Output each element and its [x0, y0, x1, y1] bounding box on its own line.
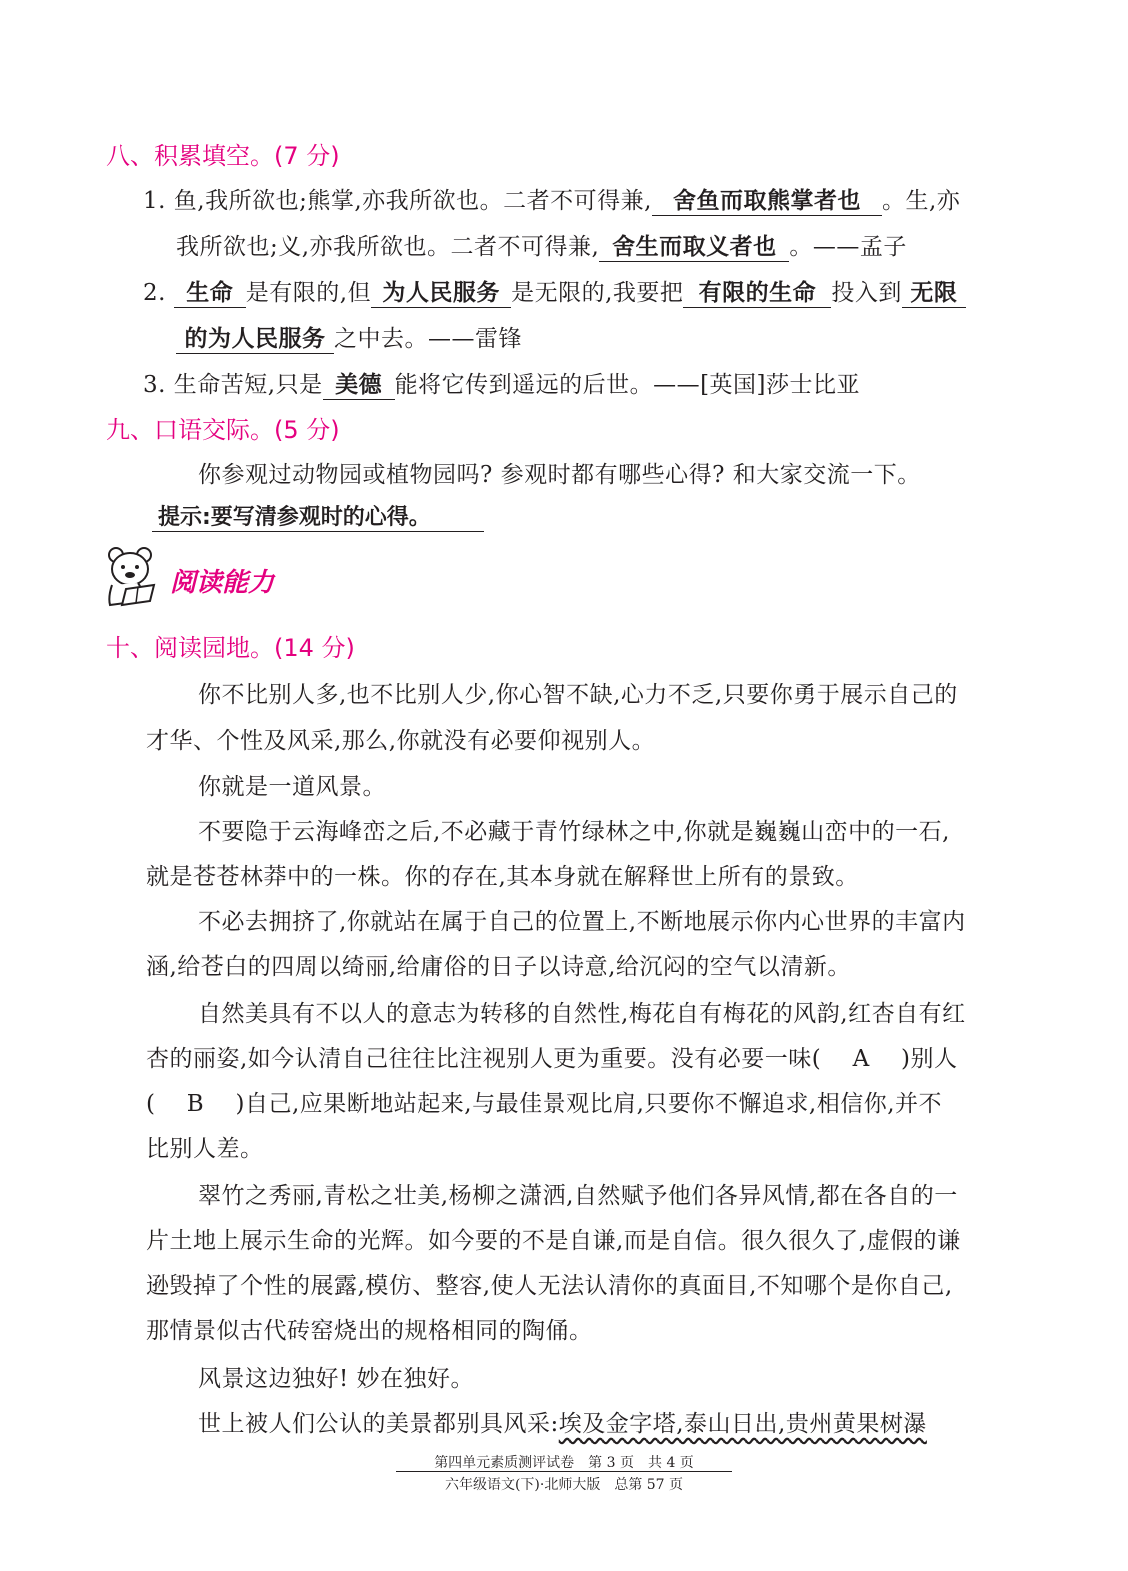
- passage-text: 世上被人们公认的美景都别具风采:: [198, 1411, 559, 1437]
- passage-line: 才华、个性及风采,那么,你就没有必要仰视别人。: [146, 728, 656, 754]
- question-text: 之中去。——雷锋: [334, 326, 522, 352]
- footer-line-2: 六年级语文(下)·北师大版 总第 57 页: [444, 1477, 684, 1493]
- question-number: 2.: [143, 280, 166, 306]
- answer-blank: 舍生而取义者也: [599, 228, 789, 262]
- bear-reading-icon: [104, 545, 164, 607]
- passage-line: 那情景似古代砖窑烧出的规格相同的陶俑。: [146, 1318, 593, 1344]
- passage-line: 片土地上展示生命的光辉。如今要的不是自谦,而是自信。很久很久了,虚假的谦: [146, 1228, 961, 1254]
- question-1-line2: [176, 228, 907, 262]
- question-text: 我所欲也;义,亦我所欲也。二者不可得兼,: [176, 234, 600, 260]
- speaking-prompt: 你参观过动物园或植物园吗? 参观时都有哪些心得? 和大家交流一下。: [198, 462, 921, 488]
- section-9-title: 九、口语交际。(5 分): [106, 416, 340, 444]
- passage-line: 就是苍苍林莽中的一株。你的存在,其本身就在解释世上所有的景致。: [146, 864, 859, 890]
- question-text: 是无限的,我要把: [511, 280, 684, 306]
- question-text: 生命苦短,只是: [173, 372, 323, 398]
- passage-line: 风景这边独好! 妙在独好。: [198, 1366, 475, 1392]
- question-text: 。生,亦: [881, 188, 961, 214]
- answer-blank: 为人民服务: [371, 274, 511, 308]
- wavy-underlined-text: 埃及金字塔,泰山日出,贵州黄果树瀑: [558, 1411, 927, 1437]
- question-number: 3.: [143, 372, 166, 398]
- answer-blank: 美德: [323, 366, 395, 400]
- section-8-title: 八、积累填空。(7 分): [106, 142, 340, 170]
- question-text: 鱼,我所欲也;熊掌,亦我所欲也。二者不可得兼,: [173, 188, 652, 214]
- answer-blank: 有限的生命: [683, 274, 831, 308]
- passage-line: [198, 1405, 927, 1438]
- answer-blank: 舍鱼而取熊掌者也: [652, 182, 882, 216]
- question-number: 1.: [143, 188, 166, 214]
- passage-line: 你就是一道风景。: [198, 774, 386, 800]
- answer-blank: 的为人民服务: [176, 320, 334, 354]
- passage-line: 逊毁掉了个性的展露,模仿、整容,使人无法认清你的真面目,不知哪个是你自己,: [146, 1273, 953, 1299]
- question-2-line2: [176, 320, 522, 354]
- reading-section-banner: 阅读能力: [170, 568, 275, 598]
- footer-line-1: 第四单元素质测评试卷 第 3 页 共 4 页: [434, 1455, 694, 1471]
- footer-divider: [396, 1471, 732, 1472]
- passage-line: 比别人差。: [146, 1136, 264, 1162]
- question-1-line1: [143, 182, 960, 216]
- question-3: [143, 366, 860, 400]
- answer-blank: 无限: [902, 274, 966, 308]
- passage-line: ( B )自己,应果断地站起来,与最佳景观比肩,只要你不懈追求,相信你,并不: [146, 1091, 943, 1117]
- section-10-title: 十、阅读园地。(14 分): [106, 634, 355, 662]
- question-2-line1: [143, 274, 966, 308]
- passage-line: 涵,给苍白的四周以绮丽,给庸俗的日子以诗意,给沉闷的空气以清新。: [146, 954, 851, 980]
- passage-line: 不要隐于云海峰峦之后,不必藏于青竹绿林之中,你就是巍巍山峦中的一石,: [198, 819, 950, 845]
- passage-line: 翠竹之秀丽,青松之壮美,杨柳之潇洒,自然赋予他们各异风情,都在各自的一: [198, 1183, 958, 1209]
- question-text: 投入到: [831, 280, 902, 306]
- question-text: 能将它传到遥远的后世。——[英国]莎士比亚: [394, 372, 861, 398]
- passage-line: 自然美具有不以人的意志为转移的自然性,梅花自有梅花的风韵,红杏自有红: [198, 1001, 966, 1027]
- question-text: 。——孟子: [789, 234, 907, 260]
- passage-line: 你不比别人多,也不比别人少,你心智不缺,心力不乏,只要你勇于展示自己的: [198, 682, 958, 708]
- passage-line: 杏的丽姿,如今认清自己往往比注视别人更为重要。没有必要一味( A )别人: [146, 1046, 958, 1072]
- answer-hint: 提示:要写清参观时的心得。: [152, 500, 484, 532]
- answer-blank: 生命: [174, 274, 246, 308]
- passage-line: 不必去拥挤了,你就站在属于自己的位置上,不断地展示你内心世界的丰富内: [198, 909, 966, 935]
- question-text: 是有限的,但: [245, 280, 372, 306]
